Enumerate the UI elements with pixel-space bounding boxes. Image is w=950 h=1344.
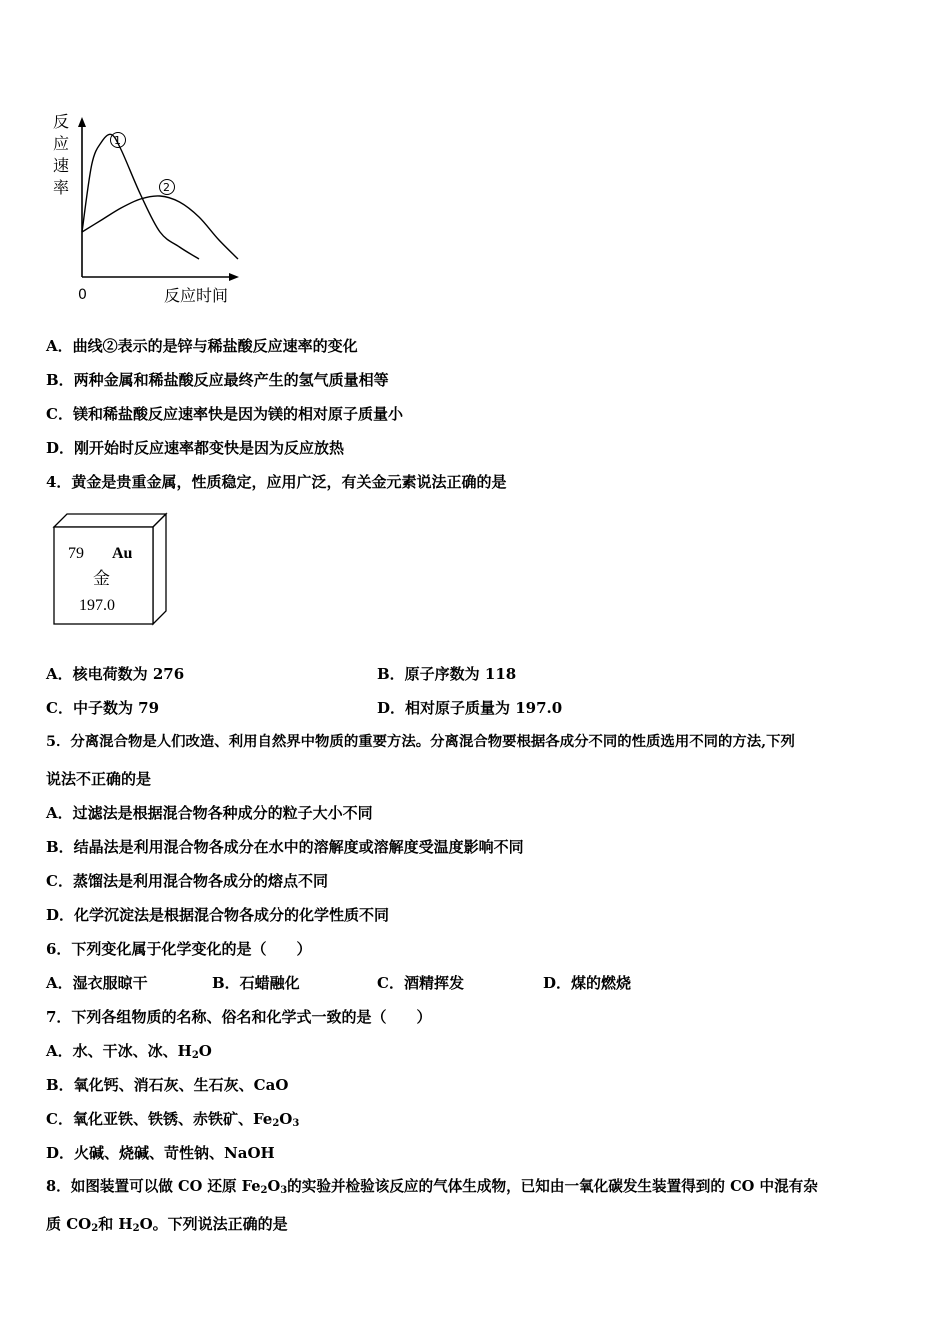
q8-l2-subscript-2: 2 — [132, 1223, 140, 1234]
q8-stem-line2 — [46, 1214, 288, 1234]
q4-stem: 4．黄金是贵重金属，性质稳定，应用广泛，有关金元素说法正确的是 — [46, 473, 507, 491]
q4-option-c: C．中子数为 79 — [46, 699, 160, 717]
y-axis-arrow — [78, 117, 86, 127]
y-axis-label-char: 率 — [53, 178, 70, 197]
q5-option-d: D．化学沉淀法是根据混合物各成分的化学性质不同 — [46, 906, 390, 924]
y-axis-label — [53, 112, 69, 197]
q8-stem-line1 — [46, 1177, 818, 1197]
q8-l2-text-a: 质 CO — [46, 1215, 92, 1233]
q6-option-a: A．湿衣服晾干 — [46, 974, 148, 992]
y-axis-label-char: 应 — [53, 134, 70, 153]
q5-option-b: B．结晶法是利用混合物各成分在水中的溶解度或溶解度受温度影响不同 — [46, 838, 524, 856]
element-name: 金 — [93, 569, 110, 589]
q7-option-c — [46, 1109, 299, 1129]
q5-stem-line1: 5．分离混合物是人们改造、利用自然界中物质的重要方法。分离混合物要根据各成分不同的性质选用不同的方法,下列 — [46, 733, 795, 750]
series-1-curve — [82, 134, 199, 259]
q8-l2-text-c: O。下列说法正确的是 — [139, 1215, 288, 1233]
x-axis-label: 反应时间 — [164, 286, 229, 305]
q6-option-c: C．酒精挥发 — [377, 974, 464, 992]
q7-c-text: C．氧化亚铁、铁锈、赤铁矿、Fe — [46, 1110, 273, 1128]
q8-l1-text-c: 的实验并检验该反应的气体生成物，已知由一氧化碳发生装置得到的 CO 中混有杂 — [287, 1178, 818, 1195]
q7-a-subscript: 2 — [191, 1050, 199, 1061]
q3-option-a: A．曲线②表示的是锌与稀盐酸反应速率的变化 — [46, 337, 358, 355]
q5-option-c: C．蒸馏法是利用混合物各成分的熔点不同 — [46, 872, 328, 890]
series-2-curve — [82, 196, 238, 259]
atomic-mass: 197.0 — [79, 597, 115, 614]
series-2-label — [160, 180, 175, 195]
card-top-face — [54, 514, 166, 527]
series-1-label-text: 1 — [114, 134, 121, 147]
q8-l2-subscript-1: 2 — [91, 1223, 99, 1234]
q7-option-b: B．氧化钙、消石灰、生石灰、CaO — [46, 1076, 289, 1094]
reaction-rate-chart — [40, 105, 260, 315]
q8-l1-text-b: O — [267, 1178, 281, 1195]
q7-c-subscript-1: 2 — [272, 1118, 280, 1129]
q3-option-c: C．镁和稀盐酸反应速率快是因为镁的相对原子质量小 — [46, 405, 403, 423]
q4-option-a: A．核电荷数为 276 — [46, 665, 185, 683]
q6-stem: 6．下列变化属于化学变化的是（ ） — [46, 940, 312, 958]
series-1-label — [111, 133, 126, 148]
q6-option-d: D．煤的燃烧 — [543, 974, 632, 992]
card-side-face — [153, 514, 166, 624]
q3-option-b: B．两种金属和稀盐酸反应最终产生的氢气质量相等 — [46, 371, 389, 389]
q8-l1-text-a: 8．如图装置可以做 CO 还原 Fe — [46, 1178, 261, 1195]
q6-option-b: B．石蜡融化 — [212, 974, 300, 992]
q4-option-b: B．原子序数为 118 — [377, 665, 517, 683]
q7-a-text: A．水、干冰、冰、H — [46, 1042, 192, 1060]
q7-option-d: D．火碱、烧碱、苛性钠、NaOH — [46, 1144, 275, 1162]
q7-a-text-end: O — [198, 1042, 212, 1060]
origin-label: 0 — [78, 287, 87, 303]
q5-stem-line2: 说法不正确的是 — [46, 770, 152, 788]
q5-option-a: A．过滤法是根据混合物各种成分的粒子大小不同 — [46, 804, 373, 822]
y-axis-label-char: 速 — [53, 156, 70, 175]
q7-stem: 7．下列各组物质的名称、俗名和化学式一致的是（ ） — [46, 1008, 432, 1026]
element-symbol: Au — [112, 545, 133, 562]
q7-option-a — [46, 1041, 212, 1061]
q7-c-subscript-2: 3 — [292, 1118, 300, 1129]
q4-option-d: D．相对原子质量为 197.0 — [377, 699, 563, 717]
atomic-number: 79 — [68, 545, 84, 562]
x-axis-arrow — [229, 273, 239, 281]
series-2-label-text: 2 — [163, 181, 170, 194]
q8-l1-subscript-1: 2 — [260, 1185, 268, 1196]
q7-c-text-mid: O — [279, 1110, 293, 1128]
q3-option-d: D．刚开始时反应速率都变快是因为反应放热 — [46, 439, 345, 457]
q8-l1-subscript-2: 3 — [280, 1185, 288, 1196]
y-axis-label-char: 反 — [53, 112, 70, 131]
q8-l2-text-b: 和 H — [98, 1215, 133, 1233]
element-card-gold — [50, 510, 170, 630]
